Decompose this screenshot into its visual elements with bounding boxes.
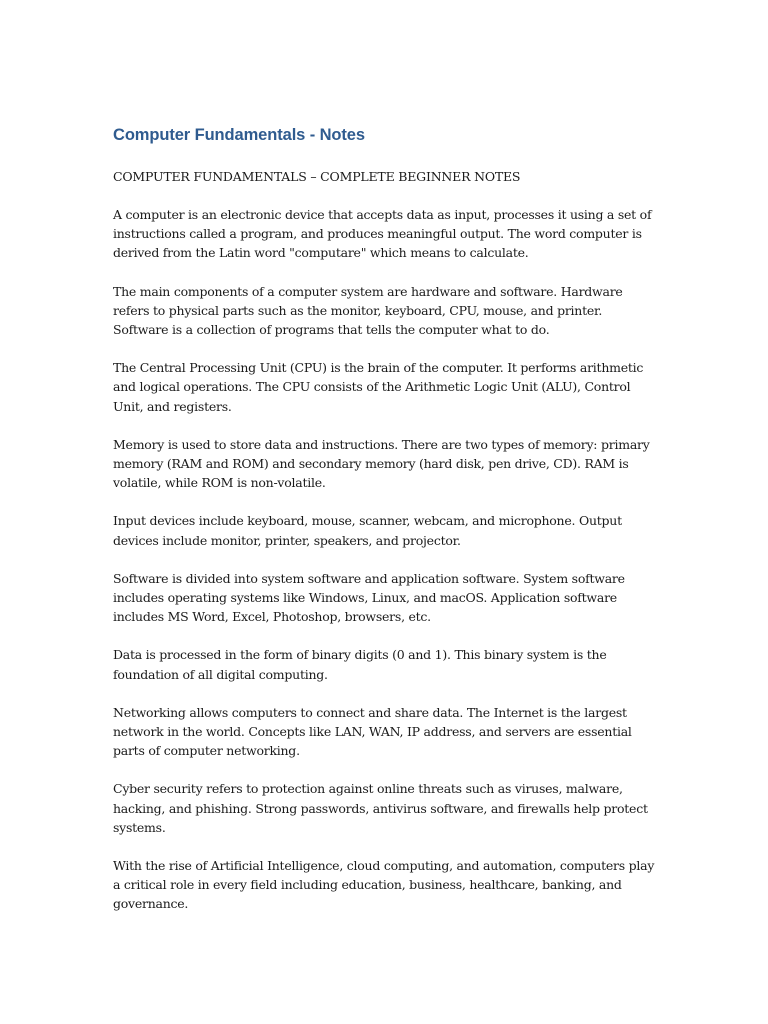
document-subtitle: COMPUTER FUNDAMENTALS – COMPLETE BEGINNER NOTES	[113, 169, 521, 184]
paragraph-cyber-security: Cyber security refers to protection against online threats such as viruses, malware, hacking, and phishing. Strong passwords, antivirus software, and firewalls help protect systems.	[113, 781, 648, 835]
paragraph-networking: Networking allows computers to connect and share data. The Internet is the largest network in the world. Concepts like LAN, WAN, IP address, and servers are essential parts of computer networking.	[113, 704, 632, 759]
paragraph-definition: A computer is an electronic device that accepts data as input, processes it using a set of instructions called a program, and produces meaningful output. The word computer is derived from the Latin word "computare" which means to calculate.	[113, 207, 652, 261]
paragraph-software: Software is divided into system software and application software. System software includes operating systems like Windows, Linux, and macOS. Application software includes MS Word, Excel, Photoshop, browsers, etc.	[113, 570, 625, 625]
paragraph-memory: Memory is used to store data and instructions. There are two types of memory: primary memory (RAM and ROM) and secondary memory (hard disk, pen drive, CD). RAM is volatile, while ROM is non-volatile.	[113, 436, 650, 491]
paragraph-binary: Data is processed in the form of binary digits (0 and 1). This binary system is the foundation of all digital computing.	[113, 647, 607, 682]
document-body	[113, 124, 661, 914]
paragraph-io-devices: Input devices include keyboard, mouse, scanner, webcam, and microphone. Output devices include monitor, printer, speakers, and projector.	[113, 513, 622, 548]
paragraph-components: The main components of a computer system are hardware and software. Hardware refers to physical parts such as the monitor, keyboard, CPU, mouse, and printer. Software is a collection of programs that tells the computer what to do.	[113, 283, 623, 338]
document-title: Computer Fundamentals - Notes	[113, 126, 365, 144]
paragraph-ai-cloud: With the rise of Artificial Intelligence, cloud computing, and automation, computers play a critical role in every field including education, business, healthcare, banking, and governance.	[113, 858, 655, 912]
paragraph-cpu: The Central Processing Unit (CPU) is the brain of the computer. It performs arithmetic and logical operations. The CPU consists of the Arithmetic Logic Unit (ALU), Control Unit, and registers.	[113, 360, 644, 414]
